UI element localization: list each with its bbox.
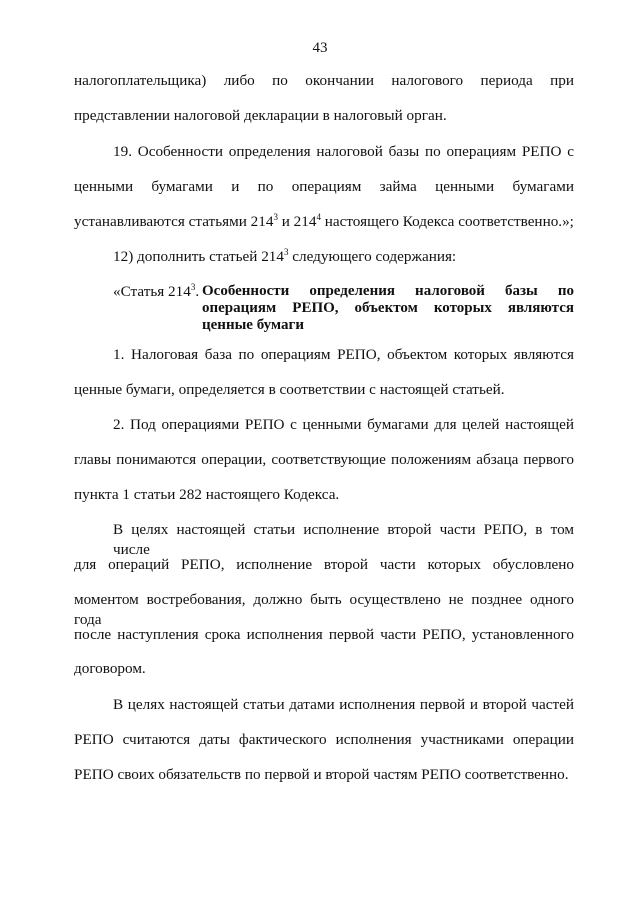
text-line: 2. Под операциями РЕПО с ценными бумагами для целей настоящей	[113, 416, 574, 433]
superscript: 3	[284, 247, 289, 257]
text-line: для операций РЕПО, исполнение второй части которых обусловлено	[74, 556, 574, 573]
text-line: В целях настоящей статьи датами исполнения первой и второй частей	[113, 696, 574, 713]
text-line: налогоплательщика) либо по окончании налогового периода при	[74, 72, 574, 89]
text-line: договором.	[74, 660, 146, 677]
text-line: В целях настоящей статьи исполнение второй части РЕПО, в том числе	[113, 521, 574, 558]
article-title-line: ценные бумаги	[202, 317, 305, 333]
text-line: представлении налоговой декларации в налоговый орган.	[74, 107, 447, 124]
text-span: устанавливаются статьями 214	[74, 213, 274, 230]
text-line: ценными бумагами и по операциям займа ценными бумагами	[74, 178, 574, 195]
article-title	[202, 283, 574, 334]
text-span: следующего содержания:	[288, 248, 457, 265]
text-line	[113, 247, 574, 267]
article-prefix	[113, 282, 199, 302]
text-line: РЕПО считаются даты фактического исполнения участниками операции	[74, 731, 574, 748]
page-number: 43	[312, 40, 328, 56]
text-line: ценные бумаги, определяется в соответствии с настоящей статьей.	[74, 381, 505, 398]
superscript: 3	[273, 212, 278, 222]
text-line: главы понимаются операции, соответствующие положениям абзаца первого	[74, 451, 574, 468]
article-title-line: Особенности определения налоговой базы по	[202, 283, 574, 299]
text-line: 1. Налоговая база по операциям РЕПО, объектом которых являются	[113, 346, 574, 363]
text-line: моментом востребования, должно быть осуществлено не позднее одного года	[74, 591, 574, 628]
text-line: пункта 1 статьи 282 настоящего Кодекса.	[74, 486, 340, 503]
article-title-line: операциям РЕПО, объектом которых являются	[202, 300, 574, 316]
superscript: 3	[190, 282, 196, 292]
text-span: 12) дополнить статьей 214	[113, 248, 284, 265]
text-span: «Статья 214	[113, 283, 191, 300]
text-span: настоящего Кодекса соответственно.»;	[320, 213, 574, 230]
text-line: 19. Особенности определения налоговой базы по операциям РЕПО с	[113, 143, 574, 160]
text-span: .	[195, 283, 200, 300]
superscript: 4	[316, 212, 321, 222]
text-line: РЕПО своих обязательств по первой и второй частям РЕПО соответственно.	[74, 766, 569, 783]
text-line	[74, 212, 574, 232]
text-line: после наступления срока исполнения первой части РЕПО, установленного	[74, 626, 574, 643]
text-span: и 214	[277, 213, 317, 230]
